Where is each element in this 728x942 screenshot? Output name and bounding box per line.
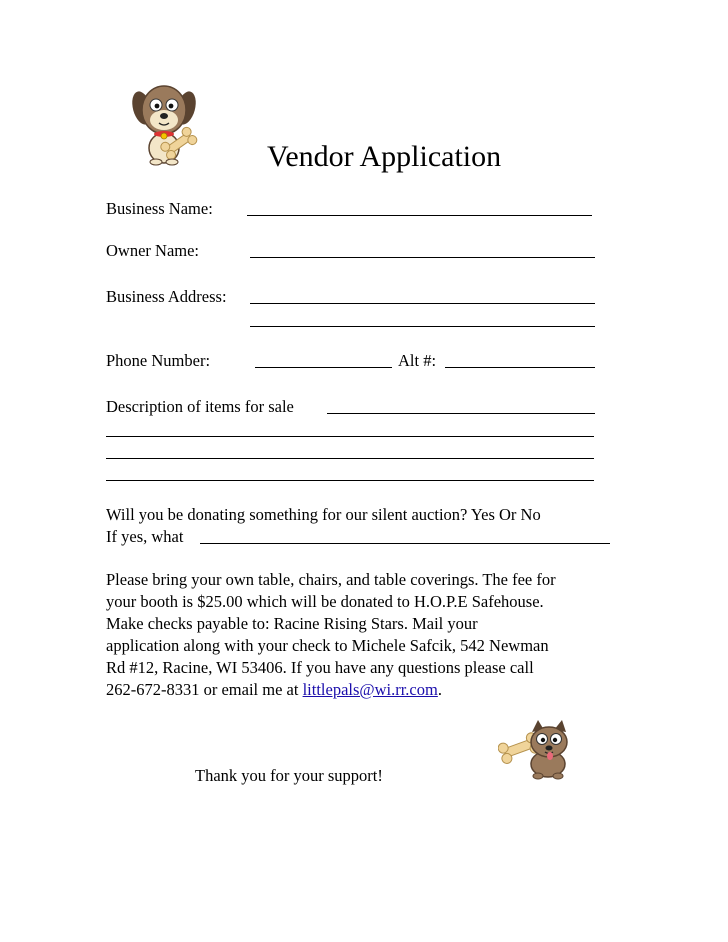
owner-name-label: Owner Name: <box>106 241 200 260</box>
alt-number-field[interactable] <box>445 367 595 368</box>
business-address-field-1[interactable] <box>250 303 595 304</box>
phone-number-field[interactable] <box>255 367 392 368</box>
info-line-6-prefix: 262-672-8331 or email me at <box>106 680 303 699</box>
info-line-2: your booth is $25.00 which will be donated to H.O.P.E Safehouse. <box>106 592 544 611</box>
business-name-label: Business Name: <box>106 199 213 218</box>
info-line-3: Make checks payable to: Racine Rising Stars. Mail your <box>106 614 478 633</box>
auction-item-field[interactable] <box>200 543 610 544</box>
puppy-with-bone-icon <box>128 78 200 166</box>
thank-you-message: Thank you for your support! <box>195 766 383 785</box>
auction-question: Will you be donating something for our silent auction? Yes Or No <box>106 505 541 524</box>
description-field-1[interactable] <box>327 413 595 414</box>
info-line-5: Rd #12, Racine, WI 53406. If you have any questions please call <box>106 658 534 677</box>
business-address-field-2[interactable] <box>250 326 595 327</box>
description-field-3[interactable] <box>106 458 594 459</box>
info-line-6 <box>106 680 442 700</box>
puppy-with-bone-icon-2 <box>498 718 580 780</box>
owner-name-field[interactable] <box>250 257 595 258</box>
description-label: Description of items for sale <box>106 397 294 416</box>
business-name-field[interactable] <box>247 215 592 216</box>
business-address-label: Business Address: <box>106 287 227 306</box>
description-field-2[interactable] <box>106 436 594 437</box>
info-line-4: application along with your check to Michele Safcik, 542 Newman <box>106 636 549 655</box>
phone-number-label: Phone Number: <box>106 351 211 370</box>
info-line-1: Please bring your own table, chairs, and table coverings. The fee for <box>106 570 556 589</box>
auction-if-yes-label: If yes, what <box>106 527 184 546</box>
alt-number-label: Alt #: <box>398 351 437 370</box>
description-field-4[interactable] <box>106 480 594 481</box>
page-title: Vendor Application <box>267 140 502 173</box>
email-link[interactable]: littlepals@wi.rr.com <box>302 680 438 699</box>
info-line-6-suffix: . <box>437 680 442 699</box>
